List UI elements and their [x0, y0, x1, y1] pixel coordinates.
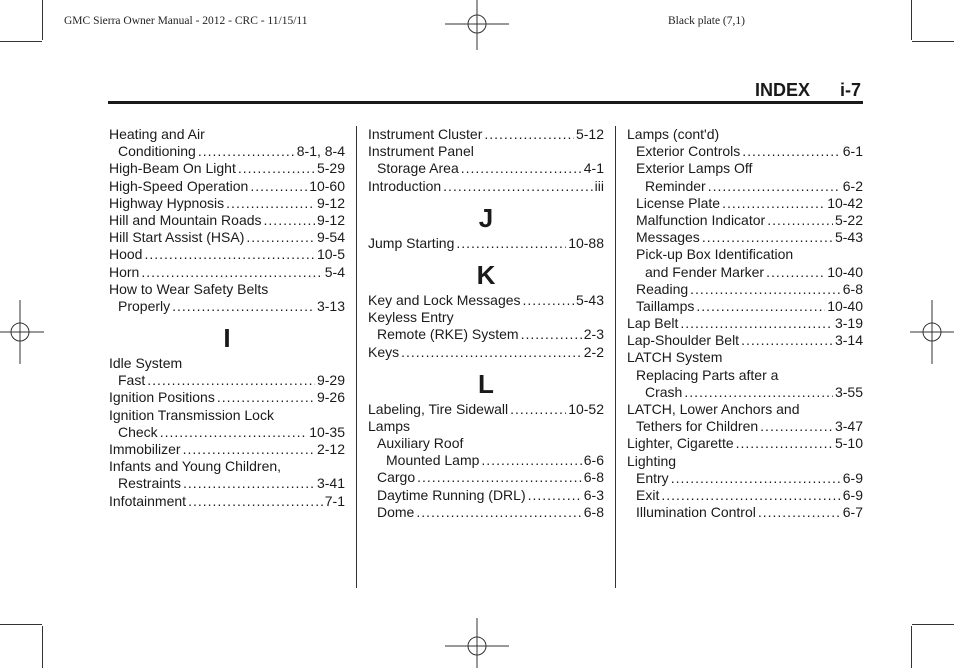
registration-mark-icon — [0, 300, 44, 364]
index-entry — [368, 143, 604, 160]
index-entry-term: Replacing Parts after a — [636, 366, 779, 383]
dot-leader — [722, 195, 825, 212]
plate-info-left: GMC Sierra Owner Manual - 2012 - CRC - 11/15/11 — [64, 15, 308, 27]
index-entry-page: iii — [594, 177, 604, 194]
plate-info-right: Black plate (7,1) — [668, 15, 745, 27]
index-entry — [109, 160, 345, 177]
index-entry-page: 6-3 — [583, 486, 604, 503]
dot-leader — [767, 212, 833, 229]
index-entry-term: Lap-Shoulder Belt — [627, 332, 740, 349]
index-entry — [109, 178, 345, 195]
index-entry — [109, 264, 345, 281]
dot-leader — [401, 344, 582, 361]
index-entry — [109, 441, 345, 458]
index-entry — [368, 126, 604, 143]
index-entry-page: 10-60 — [309, 177, 345, 194]
index-entry-term: Exterior Lamps Off — [636, 160, 753, 177]
index-entry-page: 3-41 — [316, 475, 345, 492]
index-entry-term: Check — [118, 423, 158, 440]
dot-leader — [680, 315, 833, 332]
index-entry — [627, 195, 863, 212]
dot-leader — [417, 469, 582, 486]
index-entry-page: 5-43 — [834, 229, 863, 246]
index-entry — [368, 469, 604, 486]
column-divider-1 — [356, 126, 357, 588]
index-entry-term: Malfunction Indicator — [636, 211, 766, 228]
dot-leader — [188, 493, 323, 510]
dot-leader — [760, 418, 833, 435]
index-entry-page: 7-1 — [324, 492, 345, 509]
index-entry-term: Exit — [636, 486, 660, 503]
index-entry-term: Cargo — [377, 469, 416, 486]
index-entry-term: Remote (RKE) System — [377, 326, 519, 343]
index-entry-term: Lighting — [627, 452, 677, 469]
index-entry — [627, 349, 863, 366]
index-entry-term: Tethers for Children — [636, 418, 759, 435]
index-entry — [109, 281, 345, 298]
page-number: i-7 — [840, 80, 862, 100]
index-entry-page: 5-4 — [324, 263, 345, 280]
index-entry-term: High-Beam On Light — [109, 160, 236, 177]
dot-leader — [456, 235, 566, 252]
index-entry-term: Hood — [109, 246, 143, 263]
dot-leader — [147, 372, 315, 389]
index-entry-page: 3-19 — [834, 315, 863, 332]
index-entry-page: 8-1, 8-4 — [296, 143, 345, 160]
crop-mark — [911, 0, 912, 40]
index-entry-term: Ignition Transmission Lock — [109, 406, 274, 423]
index-entry — [627, 298, 863, 315]
crop-mark — [42, 0, 43, 40]
index-entry — [627, 470, 863, 487]
index-entry-page: 10-52 — [568, 400, 604, 417]
index-entry-page: 9-29 — [316, 372, 345, 389]
index-entry-page: 6-8 — [583, 503, 604, 520]
index-entry-term: Lamps — [368, 417, 411, 434]
index-entry-page: 2-12 — [316, 441, 345, 457]
crop-mark — [911, 626, 912, 668]
index-entry — [109, 143, 345, 160]
index-entry — [109, 493, 345, 510]
index-entry-page: 5-12 — [575, 126, 604, 142]
index-entry-term: Reminder — [645, 177, 706, 194]
dot-leader — [661, 487, 840, 504]
index-entry — [109, 126, 345, 143]
dot-leader — [416, 504, 581, 521]
index-entry — [109, 389, 345, 406]
index-entry-term: Messages — [636, 229, 700, 246]
index-entry-page: 10-35 — [309, 423, 345, 440]
crop-mark — [0, 624, 42, 625]
index-entry-term: Highway Hypnosis — [109, 194, 225, 211]
index-entry — [627, 246, 863, 263]
index-entry — [109, 475, 345, 492]
registration-mark-icon — [445, 618, 509, 668]
index-entry — [627, 212, 863, 229]
index-entry-term: and Fender Marker — [645, 263, 765, 280]
index-entry-term: Infants and Young Children, — [109, 458, 282, 475]
index-entry — [109, 355, 345, 372]
index-entry-term: Storage Area — [377, 160, 459, 177]
index-entry-page: 5-43 — [575, 291, 604, 308]
index-entry-term: Mounted Lamp — [386, 452, 480, 469]
index-entry — [109, 298, 345, 315]
index-entry — [627, 418, 863, 435]
index-entry — [627, 367, 863, 384]
index-entry-term: How to Wear Safety Belts — [109, 280, 269, 297]
index-entry-term: Instrument Cluster — [368, 126, 483, 142]
index-entry — [368, 344, 604, 361]
dot-leader — [198, 143, 295, 160]
index-entry — [368, 292, 604, 309]
index-entry-term: Exterior Controls — [636, 143, 741, 160]
index-entry-page: 3-55 — [834, 383, 863, 400]
dot-leader — [246, 229, 315, 246]
index-entry-term: Illumination Control — [636, 504, 756, 521]
index-entry — [627, 281, 863, 298]
index-entry-term: LATCH, Lower Anchors and — [627, 401, 800, 417]
index-entry-page: 6-2 — [842, 177, 863, 194]
index-entry — [368, 178, 604, 195]
section-title: INDEX — [755, 80, 811, 100]
index-entry-term: Hill and Mountain Roads — [109, 211, 262, 228]
index-entry-term: High-Speed Operation — [109, 177, 249, 194]
index-entry-term: Instrument Panel — [368, 143, 474, 160]
index-entry-term: Keyless Entry — [368, 309, 454, 326]
index-entry-page: 6-8 — [583, 469, 604, 486]
index-entry-page: 6-7 — [842, 504, 863, 521]
dot-leader — [523, 292, 574, 309]
index-entry-term: Key and Lock Messages — [368, 291, 521, 308]
index-entry-page: 3-14 — [834, 332, 863, 349]
dot-leader — [684, 384, 833, 401]
index-entry-term: Jump Starting — [368, 234, 455, 251]
index-entry-term: Lighter, Cigarette — [627, 435, 734, 452]
index-entry — [627, 487, 863, 504]
index-entry — [627, 143, 863, 160]
registration-mark-icon — [445, 0, 509, 50]
index-entry-page: 6-9 — [842, 469, 863, 486]
index-entry — [109, 372, 345, 389]
index-entry-page: 10-40 — [827, 297, 863, 314]
crop-mark — [912, 624, 954, 625]
index-entry — [109, 407, 345, 424]
index-entry-term: Introduction — [368, 177, 442, 194]
index-entry-page: 6-8 — [842, 280, 863, 297]
index-entry-term: Fast — [118, 372, 146, 389]
index-entry — [627, 453, 863, 470]
index-entry-term: Labeling, Tire Sidewall — [368, 400, 509, 417]
index-letter-heading: L — [478, 368, 494, 399]
index-letter-heading: K — [476, 259, 496, 290]
dot-leader — [521, 326, 582, 343]
index-entry — [627, 264, 863, 281]
index-entry — [109, 458, 345, 475]
dot-leader — [741, 332, 833, 349]
header-rule — [108, 101, 863, 104]
index-entry — [627, 178, 863, 195]
index-entry-page: 10-40 — [827, 263, 863, 280]
index-entry-term: Conditioning — [118, 143, 196, 160]
index-entry-term: Infotainment — [109, 492, 187, 509]
index-entry-term: Idle System — [109, 355, 183, 372]
index-entry-page: 6-6 — [583, 452, 604, 469]
index-entry-term: Lamps (cont'd) — [627, 126, 720, 142]
index-entry — [109, 195, 345, 212]
index-entry-page: 5-22 — [834, 211, 863, 228]
dot-leader — [264, 212, 315, 229]
index-entry — [627, 315, 863, 332]
index-entry-term: Entry — [636, 469, 669, 486]
index-entry-term: Restraints — [118, 475, 182, 492]
dot-leader — [510, 401, 566, 418]
index-entry-page: 9-12 — [316, 211, 345, 228]
index-entry — [627, 435, 863, 452]
index-entry — [368, 309, 604, 326]
index-entry — [109, 229, 345, 246]
index-entry-term: Keys — [368, 343, 400, 360]
index-entry — [368, 326, 604, 343]
index-column-3 — [627, 126, 863, 521]
index-entry-term: Taillamps — [636, 297, 695, 314]
index-entry-term: Hill Start Assist (HSA) — [109, 229, 245, 246]
index-entry — [368, 487, 604, 504]
dot-leader — [238, 160, 315, 177]
index-entry — [109, 212, 345, 229]
index-entry-page: 2-2 — [583, 343, 604, 360]
dot-leader — [481, 452, 581, 469]
index-entry — [368, 504, 604, 521]
index-entry-term: Immobilizer — [109, 441, 181, 457]
index-column-1 — [109, 126, 345, 510]
dot-leader — [671, 470, 841, 487]
registration-mark-icon — [910, 300, 954, 364]
column-divider-2 — [615, 126, 616, 588]
index-entry — [368, 160, 604, 177]
dot-leader — [183, 441, 315, 458]
index-entry — [368, 401, 604, 418]
dot-leader — [172, 298, 315, 315]
index-entry-page: 9-26 — [316, 389, 345, 406]
index-entry — [368, 435, 604, 452]
index-entry-term: Dome — [377, 503, 415, 520]
index-entry — [368, 235, 604, 252]
index-entry — [368, 418, 604, 435]
index-entry-page: 10-42 — [827, 194, 863, 211]
dot-leader — [702, 229, 833, 246]
index-entry-term: Properly — [118, 297, 171, 314]
dot-leader — [443, 178, 592, 195]
index-entry-term: Pick-up Box Identification — [636, 246, 794, 263]
dot-leader — [696, 298, 825, 315]
dot-leader — [141, 264, 322, 281]
dot-leader — [690, 281, 841, 298]
index-entry-term: Lap Belt — [627, 315, 679, 332]
index-entry — [627, 160, 863, 177]
index-entry — [627, 332, 863, 349]
index-entry — [368, 452, 604, 469]
crop-mark — [912, 41, 954, 42]
dot-leader — [160, 424, 308, 441]
index-entry-term: Auxiliary Roof — [377, 435, 464, 452]
dot-leader — [217, 389, 315, 406]
index-entry-term: LATCH System — [627, 349, 723, 366]
index-entry — [627, 126, 863, 143]
index-entry — [627, 504, 863, 521]
index-entry — [109, 246, 345, 263]
index-entry-page: 6-9 — [842, 486, 863, 503]
crop-mark — [0, 41, 42, 42]
dot-leader — [461, 160, 582, 177]
index-letter-heading: J — [478, 202, 494, 233]
index-entry-page: 5-29 — [316, 160, 345, 177]
index-entry-page: 3-13 — [316, 297, 345, 314]
dot-leader — [742, 143, 841, 160]
dot-leader — [226, 195, 315, 212]
index-entry-term: Ignition Positions — [109, 389, 215, 406]
index-entry — [109, 424, 345, 441]
index-entry-term: Crash — [645, 383, 683, 400]
dot-leader — [708, 178, 841, 195]
index-column-2 — [368, 126, 604, 521]
index-entry-page: 9-54 — [316, 229, 345, 246]
dot-leader — [766, 264, 825, 281]
dot-leader — [183, 475, 315, 492]
index-entry-term: Heating and Air — [109, 126, 205, 142]
index-entry-page: 5-10 — [834, 435, 863, 452]
index-entry-page: 10-5 — [316, 246, 345, 263]
index-entry-page: 9-12 — [316, 194, 345, 211]
dot-leader — [528, 487, 582, 504]
dot-leader — [484, 126, 574, 143]
index-entry — [627, 401, 863, 418]
crop-mark — [42, 626, 43, 668]
index-entry-term: License Plate — [636, 194, 721, 211]
index-entry — [627, 384, 863, 401]
index-entry-page: 3-47 — [834, 418, 863, 435]
index-entry-term: Daytime Running (DRL) — [377, 486, 526, 503]
index-entry-term: Reading — [636, 280, 689, 297]
index-entry-page: 6-1 — [842, 143, 863, 160]
index-letter-heading: I — [223, 323, 231, 354]
index-entry-page: 2-3 — [583, 326, 604, 343]
dot-leader — [250, 178, 307, 195]
index-entry-page: 10-88 — [568, 234, 604, 251]
dot-leader — [758, 504, 841, 521]
index-entry-page: 4-1 — [583, 160, 604, 177]
index-entry — [627, 229, 863, 246]
dot-leader — [736, 435, 833, 452]
index-entry-term: Horn — [109, 263, 140, 280]
dot-leader — [144, 246, 315, 263]
